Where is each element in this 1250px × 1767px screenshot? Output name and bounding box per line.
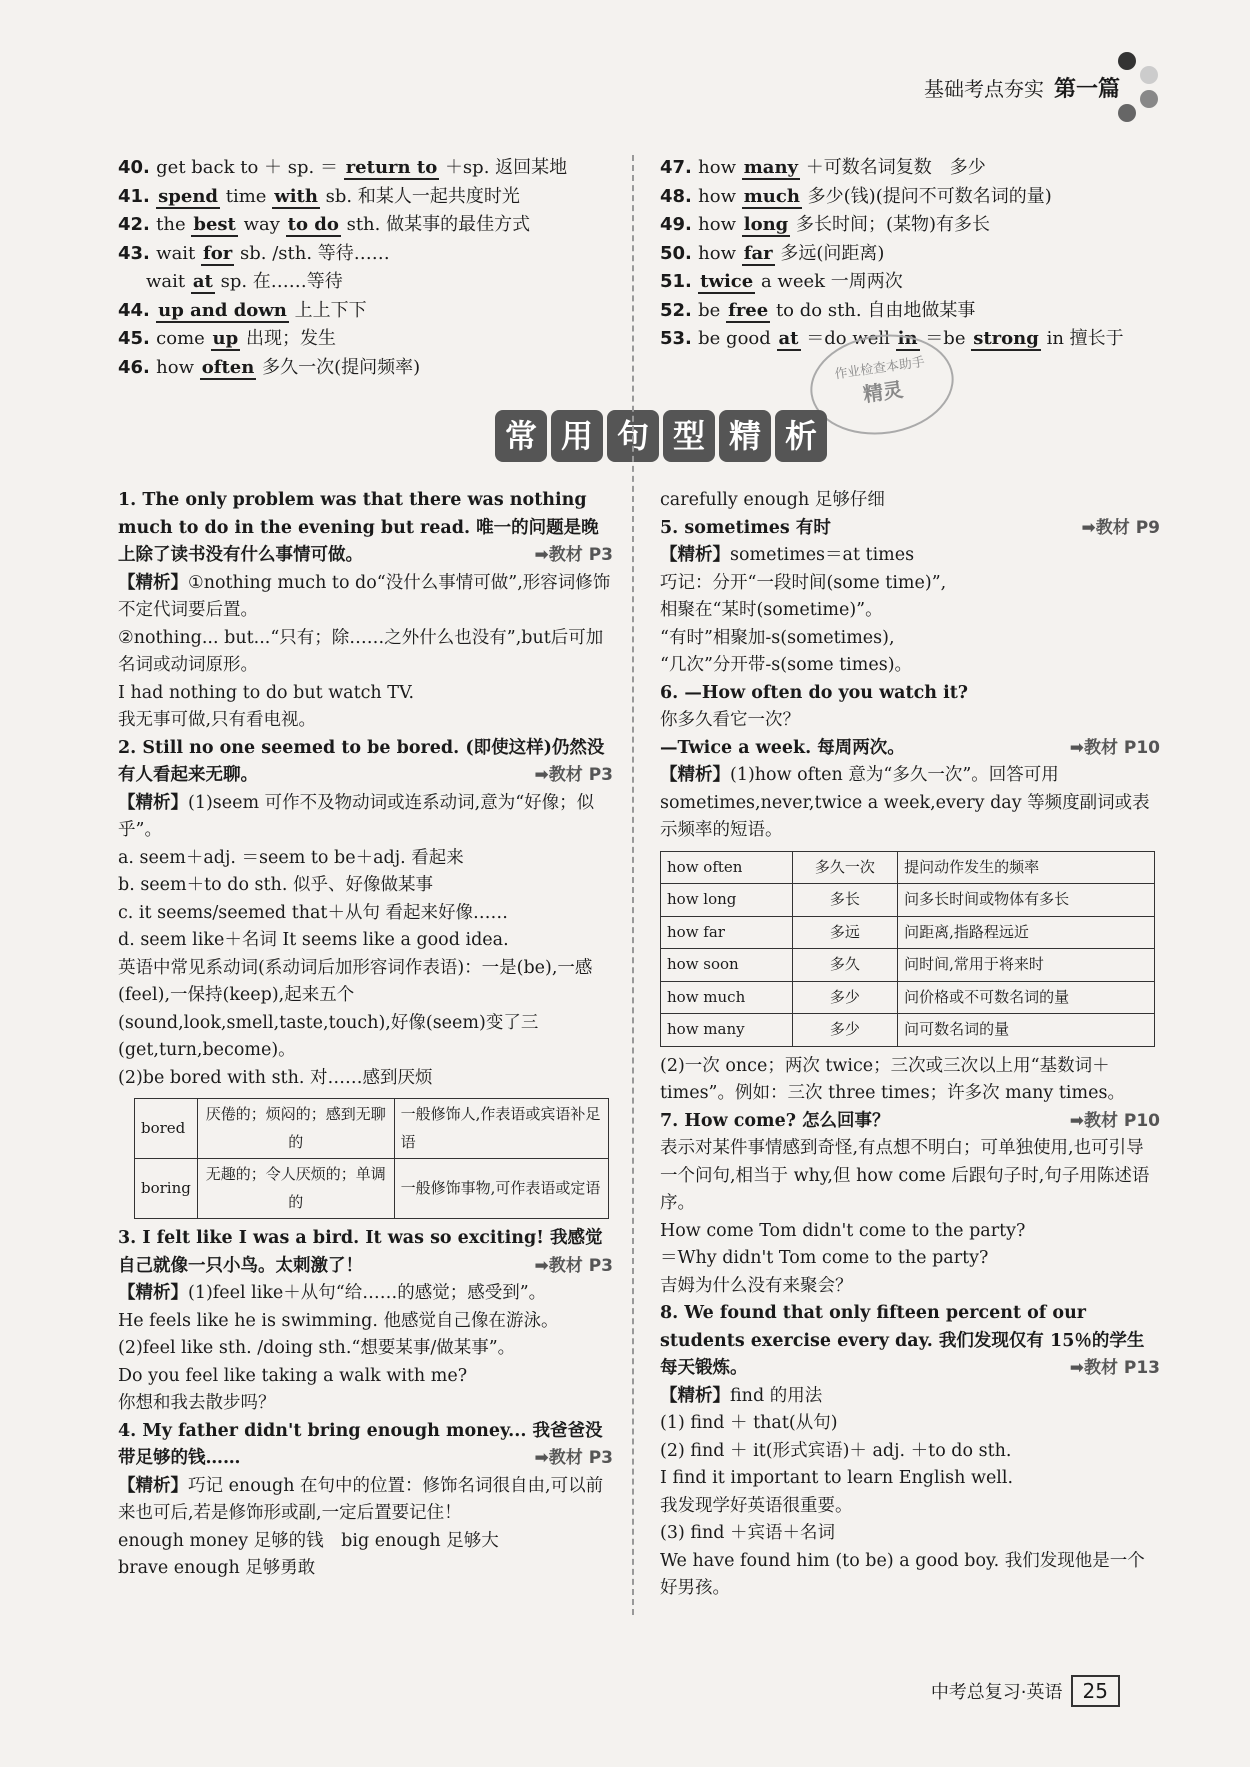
hex-icon [1118, 52, 1136, 70]
paragraph-text: brave enough 足够勇敢 [118, 1558, 316, 1578]
footer-text: 中考总复习·英语 [930, 1682, 1063, 1703]
paragraph [660, 1300, 1160, 1383]
paragraph [118, 1528, 613, 1556]
table-cell: 多少 [792, 1014, 897, 1047]
paragraph [660, 1410, 1160, 1438]
paragraph-text: (2)be bored with sth. 对……感到厌烦 [118, 1067, 433, 1088]
analysis-tag: 【精析】 [118, 1283, 188, 1303]
paragraph [660, 570, 1160, 598]
paragraph [660, 1493, 1160, 1521]
paragraph [118, 1418, 613, 1473]
section-char: 析 [775, 410, 827, 462]
vocab-item [660, 297, 1160, 326]
paragraph [660, 1383, 1160, 1411]
section-char: 用 [551, 410, 603, 462]
paragraph [660, 652, 1160, 680]
running-header [924, 72, 1120, 103]
paragraph [118, 927, 613, 955]
analysis-tag: 【精析】 [660, 1385, 730, 1406]
how-table [660, 851, 1155, 1047]
paragraph [118, 1363, 613, 1391]
item-number: 48. [660, 185, 699, 207]
paragraph-text: 8. We found that only fifteen percent of our students exercise every day. 我们发现仅有 15％的学生每天锻炼。 [660, 1303, 1145, 1378]
section-title [495, 410, 775, 464]
paragraph [118, 1335, 613, 1363]
paragraph [118, 1225, 613, 1280]
blank-answer: up and down [158, 299, 287, 321]
item-text: wait [146, 271, 186, 292]
paragraph [118, 1473, 613, 1528]
vocab-item [118, 183, 628, 212]
analysis-tag: 【精析】 [660, 545, 730, 565]
paragraph [118, 1280, 613, 1308]
vocab-item [118, 240, 628, 269]
vocab-item [118, 354, 628, 383]
section-char: 常 [495, 410, 547, 462]
paragraph-text: c. it seems/seemed that＋从句 看起来好像…… [118, 902, 509, 923]
analysis-tag: 【精析】 [118, 1475, 188, 1496]
textbook-ref: ➡教材 P3 [534, 545, 613, 565]
vocab-item [118, 297, 628, 326]
blank-answer: often [201, 356, 255, 378]
right-column [660, 487, 1160, 1603]
paragraph-text: 我无事可做,只有看电视。 [118, 710, 317, 730]
paragraph [660, 1273, 1160, 1301]
paragraph [660, 1245, 1160, 1273]
item-text: 多少(钱)(提问不可数名词的量) [807, 185, 1052, 207]
paragraph [118, 1065, 613, 1093]
table-cell: how soon [661, 949, 793, 982]
paragraph-text: I had nothing to do but watch TV. [118, 682, 415, 703]
paragraph [118, 680, 613, 708]
paragraph [660, 1438, 1160, 1466]
item-text: in 擅长于 [1046, 328, 1124, 349]
item-text: a week 一周两次 [760, 271, 903, 292]
paragraph-text: (1) find ＋ that(从句) [660, 1413, 838, 1433]
left-column [118, 487, 613, 1583]
paragraph-text: sometimes＝at times [730, 545, 915, 565]
paragraph [660, 515, 1160, 543]
paragraph-text: —Twice a week. 每周两次。 [660, 737, 905, 758]
paragraph-text: (1)feel like＋从句“给……的感觉；感受到”。 [188, 1283, 547, 1303]
blank-answer: in [897, 328, 918, 349]
paragraph-text: (1)seem 可作不及物动词或连系动词,意为“好像；似乎”。 [118, 792, 595, 840]
paragraph-text: find 的用法 [730, 1385, 823, 1406]
paragraph-text: 吉姆为什么没有来聚会？ [660, 1275, 853, 1296]
item-number: 43. [118, 242, 157, 264]
table-row [661, 981, 1155, 1014]
textbook-ref: ➡教材 P10 [1069, 737, 1160, 758]
hex-icon [1140, 66, 1158, 84]
table-cell: 多少 [792, 981, 897, 1014]
item-number: 44. [118, 299, 157, 321]
paragraph-text: (2)一次 once；两次 twice；三次或三次以上用“基数词＋times”。例如：三次 three times；许多次 many times。 [660, 1055, 1125, 1103]
table-row [661, 884, 1155, 917]
table-cell: 问多长时间或物体有多长 [898, 884, 1155, 917]
paragraph-text: 相聚在“某时(sometime)”。 [660, 600, 883, 620]
paragraph-text: d. seem like＋名词 It seems like a good idea. [118, 930, 509, 950]
blank-answer: strong [973, 328, 1039, 349]
item-text: how [698, 157, 736, 178]
table-row [661, 916, 1155, 949]
analysis-tag: 【精析】 [118, 572, 188, 593]
table-cell: 厌倦的；烦闷的；感到无聊的 [197, 1099, 394, 1159]
vocab-item [118, 268, 628, 297]
item-text: 多长时间；(某物)有多长 [796, 214, 991, 235]
paragraph [660, 487, 1160, 515]
item-text: sb. /sth. 等待…… [240, 242, 390, 264]
blank-answer: at [192, 271, 213, 292]
item-text: how [156, 356, 194, 378]
blank-answer: far [743, 242, 773, 264]
paragraph [118, 570, 613, 625]
left-text [118, 487, 613, 1092]
item-text: sth. 做某事的最佳方式 [346, 214, 531, 235]
paragraph [118, 1390, 613, 1418]
paragraph [118, 900, 613, 928]
paragraph [660, 1135, 1160, 1218]
item-number: 45. [118, 328, 157, 349]
paragraph [118, 1308, 613, 1336]
textbook-ref: ➡教材 P3 [534, 1255, 613, 1276]
item-text: be good [698, 328, 771, 349]
item-number: 52. [660, 299, 699, 321]
item-text: ＝be [925, 328, 966, 349]
textbook-ref: ➡教材 P10 [1069, 1110, 1160, 1131]
paragraph-text: 6. —How often do you watch it? [660, 682, 969, 703]
paragraph [660, 597, 1160, 625]
hex-icon [1118, 104, 1136, 122]
textbook-ref: ➡教材 P9 [1081, 517, 1160, 538]
blank-answer: much [743, 185, 800, 207]
column-divider [632, 155, 634, 1615]
blank-answer: many [743, 157, 798, 178]
paragraph [118, 625, 613, 680]
table-cell: how far [661, 916, 793, 949]
paragraph-text: “有时”相聚加-s(sometimes), [660, 627, 895, 648]
paragraph-text: ＝Why didn't Tom come to the party? [660, 1248, 989, 1268]
blank-answer: at [778, 328, 799, 349]
table-row [135, 1159, 609, 1219]
vocab-list-right [660, 154, 1160, 354]
paragraph-text: “几次”分开带-s(some times)。 [660, 655, 913, 675]
paragraph-text: He feels like he is swimming. 他感觉自己像在游泳。 [118, 1310, 559, 1331]
analysis-tag: 【精析】 [660, 765, 730, 785]
paragraph [660, 625, 1160, 653]
paragraph-text: 1. The only problem was that there was nothing much to do in the evening but read. 唯一的问题是晚上除了读书没有什么事情可做。 [118, 490, 599, 565]
textbook-ref: ➡教材 P13 [1069, 1358, 1160, 1378]
paragraph [118, 1555, 613, 1583]
item-number: 42. [118, 214, 157, 235]
paragraph [118, 955, 613, 1065]
bored-table [134, 1098, 609, 1219]
paragraph [118, 707, 613, 735]
item-number: 53. [660, 328, 699, 349]
section-char: 句 [607, 410, 659, 462]
table-row [661, 949, 1155, 982]
vocab-item [660, 154, 1160, 183]
table-cell: 问距离,指路程远近 [898, 916, 1155, 949]
item-text: to do sth. 自由地做某事 [775, 299, 976, 321]
paragraph-text: carefully enough 足够仔细 [660, 490, 885, 510]
paragraph-text: b. seem＋to do sth. 似乎、好像做某事 [118, 875, 433, 895]
blank-answer: spend [158, 185, 219, 207]
vocab-item [660, 268, 1160, 297]
paragraph [660, 735, 1160, 763]
vocab-item [118, 325, 628, 354]
item-text: the [156, 214, 186, 235]
item-text: 上上下下 [294, 299, 367, 321]
item-text: 多久一次(提问频率) [262, 356, 421, 378]
table-cell: how much [661, 981, 793, 1014]
item-text: way [243, 214, 280, 235]
item-text: 多远(问距离) [780, 242, 885, 264]
vocab-item [660, 211, 1160, 240]
header-left: 基础考点夯实 [923, 77, 1044, 101]
item-number: 40. [118, 157, 157, 178]
item-text: sb. 和某人一起共度时光 [325, 185, 520, 207]
paragraph [660, 1218, 1160, 1246]
paragraph-text: 你想和我去散步吗？ [118, 1393, 276, 1413]
section-char: 精 [719, 410, 771, 462]
item-text: time [225, 185, 267, 207]
table-cell: how often [661, 851, 793, 884]
blank-answer: best [193, 214, 236, 235]
item-text: come [156, 328, 205, 349]
table-cell: 多远 [792, 916, 897, 949]
table-cell: 一般修饰人,作表语或宾语补足语 [394, 1099, 608, 1159]
table-cell: how long [661, 884, 793, 917]
item-text: sp. 在……等待 [220, 271, 343, 292]
item-number: 47. [660, 157, 699, 178]
stamp-line1: 作业检查本助手 [833, 354, 926, 383]
paragraph [660, 762, 1160, 845]
paragraph [660, 1465, 1160, 1493]
paragraph-text: 3. I felt like I was a bird. It was so exciting! 我感觉自己就像一只小鸟。太刺激了！ [118, 1228, 603, 1276]
paragraph [118, 735, 613, 790]
paragraph-text: 表示对某件事情感到奇怪,有点想不明白；可单独使用,也可引导一个问句,相当于 why,但 how come 后跟句子时,句子用陈述语序。 [660, 1138, 1150, 1213]
header-right: 第一篇 [1053, 77, 1120, 102]
paragraph [118, 487, 613, 570]
blank-answer: up [212, 328, 239, 349]
table-cell: 无趣的；令人厌烦的；单调的 [197, 1159, 394, 1219]
item-text: ＋可数名词复数 多少 [805, 157, 986, 178]
paragraph [118, 845, 613, 873]
paragraph-text: a. seem＋adj. ＝seem to be＋adj. 看起来 [118, 847, 464, 868]
blank-answer: long [743, 214, 789, 235]
paragraph-text: 英语中常见系动词(系动词后加形容词作表语)：一是(be),一感(feel),一保持(keep),起来五个(sound,look,smell,taste,touch),好像(seem)变了三(get,turn,become)。 [118, 957, 593, 1060]
item-text: how [698, 214, 736, 235]
paragraph [660, 1520, 1160, 1548]
paragraph-text: How come Tom didn't come to the party? [660, 1220, 1026, 1241]
paragraph [660, 1053, 1160, 1108]
table-cell: 多久 [792, 949, 897, 982]
table-cell: 多久一次 [792, 851, 897, 884]
vocab-item [660, 183, 1160, 212]
hex-icon [1140, 90, 1158, 108]
item-number: 51. [660, 271, 699, 292]
right-text [660, 487, 1160, 845]
footer [931, 1675, 1120, 1707]
table-cell: 问价格或不可数名词的量 [898, 981, 1155, 1014]
stamp-line2: 精灵 [861, 377, 905, 407]
textbook-ref: ➡教材 P3 [534, 1448, 613, 1468]
paragraph [118, 790, 613, 845]
paragraph-text: I find it important to learn English well. [660, 1468, 1014, 1488]
left-text-2 [118, 1225, 613, 1583]
paragraph-text: 5. sometimes 有时 [660, 517, 831, 538]
vocab-item [660, 240, 1160, 269]
item-text: be [698, 299, 721, 321]
paragraph [660, 707, 1160, 735]
paragraph-text: (2)feel like sth. /doing sth.“想要某事/做某事”。 [118, 1338, 516, 1358]
paragraph-text: 我发现学好英语很重要。 [660, 1495, 853, 1516]
table-cell: boring [135, 1159, 198, 1219]
paragraph-text: 2. Still no one seemed to be bored. (即使这样)仍然没有人看起来无聊。 [118, 737, 605, 785]
table-row [661, 1014, 1155, 1047]
item-text: get back to ＋ sp. ＝ [156, 157, 338, 178]
paragraph-text: (3) find ＋宾语＋名词 [660, 1523, 836, 1543]
paragraph-text: 4. My father didn't bring enough money... 我爸爸没带足够的钱…… [118, 1420, 603, 1468]
item-number: 49. [660, 214, 699, 235]
blank-answer: with [274, 185, 318, 207]
paragraph [660, 1548, 1160, 1603]
vocab-list-left [118, 154, 628, 382]
blank-answer: for [203, 242, 233, 264]
paragraph-text: (1)how often 意为“多久一次”。回答可用 sometimes,never,twice a week,every day 等频度副词或表示频率的短语。 [660, 765, 1150, 840]
item-text: 出现；发生 [245, 328, 336, 349]
right-text-2 [660, 1053, 1160, 1603]
table-row [135, 1099, 609, 1159]
paragraph-text: Do you feel like taking a walk with me? [118, 1365, 468, 1386]
paragraph-text: (2) find ＋ it(形式宾语)＋ adj. ＋to do sth. [660, 1440, 1012, 1461]
item-text: ＝do well [806, 328, 890, 349]
paragraph [118, 872, 613, 900]
blank-answer: return to [345, 157, 438, 178]
blank-answer: to do [287, 214, 339, 235]
page-number: 25 [1071, 1675, 1120, 1707]
item-number: 50. [660, 242, 699, 264]
paragraph-text: enough money 足够的钱 big enough 足够大 [118, 1530, 499, 1551]
section-char: 型 [663, 410, 715, 462]
table-row [661, 851, 1155, 884]
vocab-item [118, 154, 628, 183]
paragraph-text: ②nothing... but...“只有；除……之外什么也没有”,but后可加名词或动词原形。 [118, 627, 604, 675]
table-cell: 提问动作发生的频率 [898, 851, 1155, 884]
paragraph [660, 680, 1160, 708]
vocab-item [118, 211, 628, 240]
analysis-tag: 【精析】 [118, 792, 188, 813]
item-text: ＋sp. 返回某地 [444, 157, 568, 178]
item-text: wait [156, 242, 196, 264]
table-cell: 问时间,常用于将来时 [898, 949, 1155, 982]
table-cell: 一般修饰事物,可作表语或定语 [394, 1159, 608, 1219]
table-cell: 多长 [792, 884, 897, 917]
table-cell: how many [661, 1014, 793, 1047]
paragraph [660, 1108, 1160, 1136]
item-number: 46. [118, 356, 157, 378]
table-cell: 问可数名词的量 [898, 1014, 1155, 1047]
paragraph-text: 你多久看它一次？ [660, 710, 800, 730]
item-number: 41. [118, 185, 157, 207]
paragraph-text: 巧记 enough 在句中的位置：修饰名词很自由,可以前来也可后,若是修饰形或副,一定后置要记住！ [118, 1475, 604, 1523]
paragraph-text: We have found him (to be) a good boy. 我们发现他是一个好男孩。 [660, 1550, 1145, 1598]
paragraph-text: ①nothing much to do“没什么事情可做”,形容词修饰不定代词要后置。 [118, 572, 611, 620]
table-cell: bored [135, 1099, 198, 1159]
paragraph-text: 7. How come? 怎么回事？ [660, 1110, 890, 1131]
textbook-ref: ➡教材 P3 [534, 765, 613, 785]
paragraph-text: 巧记：分开“一段时间(some time)”, [660, 572, 947, 593]
blank-answer: free [728, 299, 769, 321]
paragraph [660, 542, 1160, 570]
item-text: how [698, 185, 736, 207]
item-text: how [698, 242, 736, 264]
blank-answer: twice [700, 271, 754, 292]
